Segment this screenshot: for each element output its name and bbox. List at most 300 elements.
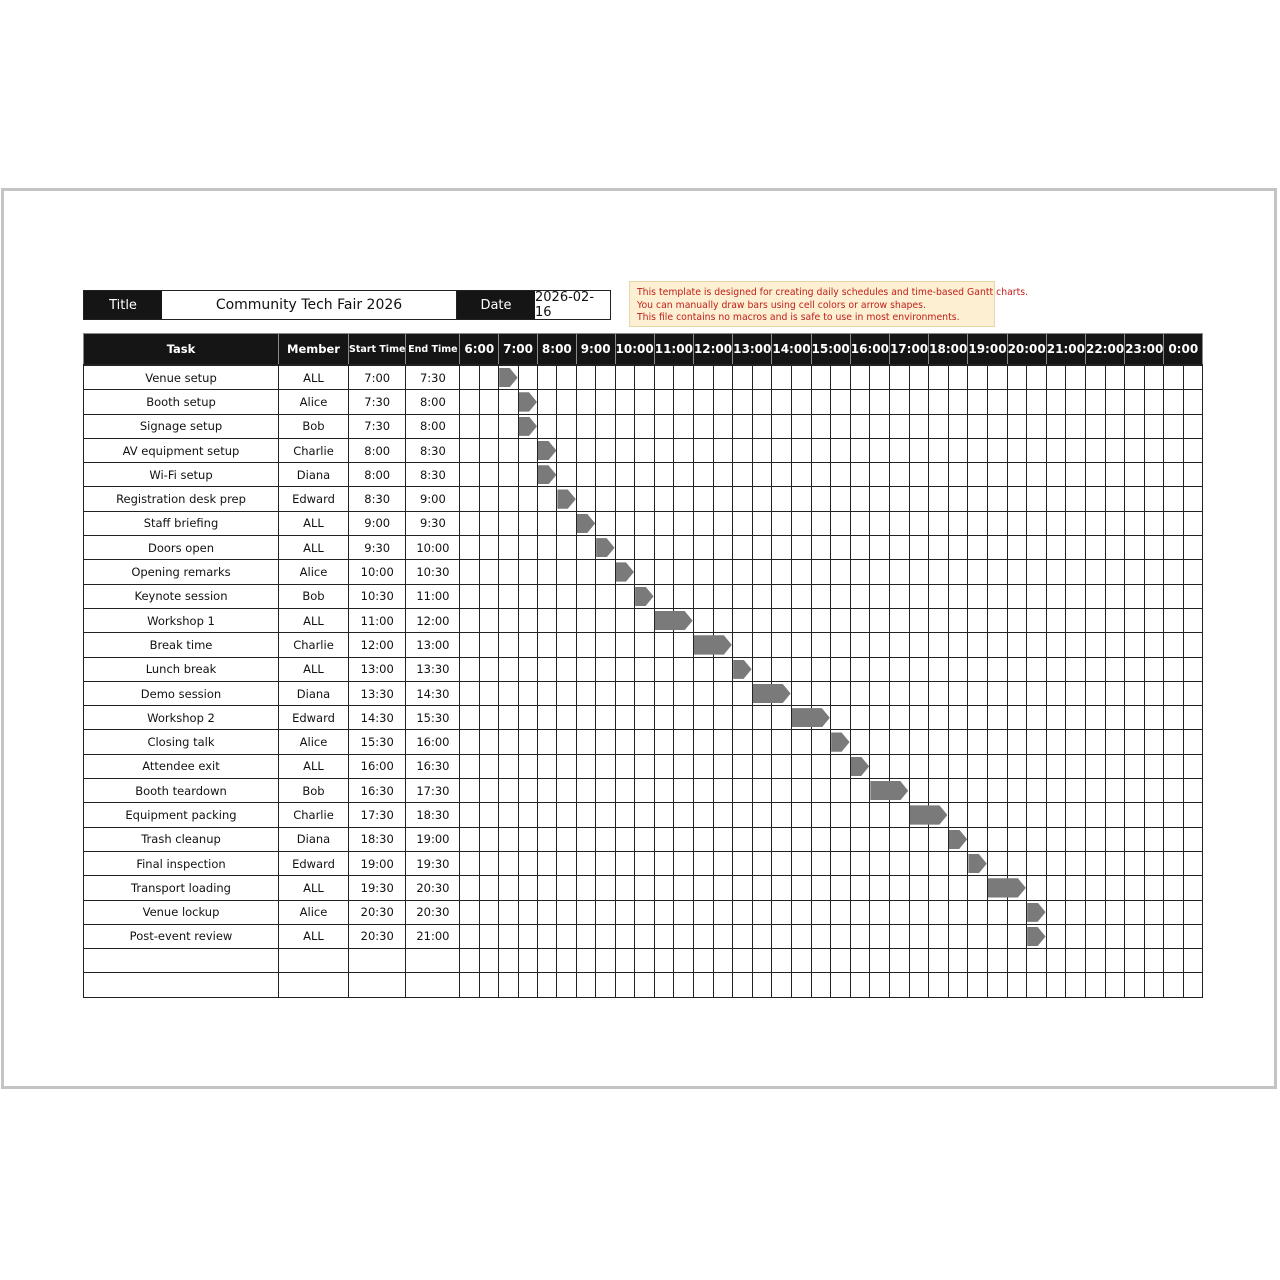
time-cell[interactable]	[811, 851, 831, 875]
time-cell[interactable]	[1085, 803, 1105, 827]
time-cell[interactable]	[987, 827, 1007, 851]
time-cell[interactable]	[557, 681, 576, 705]
time-cell[interactable]	[693, 851, 713, 875]
time-cell[interactable]	[1046, 463, 1066, 487]
time-cell[interactable]	[752, 438, 772, 462]
time-cell[interactable]	[1085, 876, 1105, 900]
time-cell[interactable]	[635, 657, 655, 681]
time-cell[interactable]	[713, 681, 733, 705]
time-cell[interactable]	[831, 924, 851, 948]
time-cell[interactable]	[460, 730, 479, 754]
time-cell[interactable]	[654, 365, 674, 390]
time-cell[interactable]	[1046, 803, 1066, 827]
time-cell[interactable]	[811, 487, 831, 511]
time-cell[interactable]	[479, 657, 498, 681]
time-cell[interactable]	[987, 900, 1007, 924]
time-cell[interactable]	[596, 876, 615, 900]
cell-member[interactable]: Edward	[279, 851, 349, 875]
time-cell[interactable]	[1144, 973, 1164, 997]
gantt-bar-arrow[interactable]	[831, 732, 849, 751]
time-cell[interactable]	[1183, 803, 1202, 827]
time-cell[interactable]	[1164, 876, 1183, 900]
time-cell[interactable]	[1144, 851, 1164, 875]
time-cell[interactable]	[968, 730, 988, 754]
time-cell[interactable]	[1046, 390, 1066, 414]
time-cell[interactable]	[1125, 414, 1145, 438]
time-cell[interactable]	[752, 414, 772, 438]
time-cell[interactable]	[537, 390, 556, 414]
time-cell[interactable]	[537, 414, 556, 438]
time-cell[interactable]	[870, 851, 890, 875]
time-cell[interactable]	[1183, 487, 1202, 511]
time-cell[interactable]	[499, 438, 518, 462]
time-cell[interactable]	[1046, 754, 1066, 778]
time-cell[interactable]	[1183, 584, 1202, 608]
time-cell[interactable]	[1085, 365, 1105, 390]
cell-start[interactable]: 20:30	[349, 900, 406, 924]
time-cell[interactable]	[1183, 900, 1202, 924]
time-cell[interactable]	[1066, 608, 1086, 632]
gantt-bar-arrow[interactable]	[519, 392, 537, 411]
time-cell[interactable]	[1183, 681, 1202, 705]
time-cell[interactable]	[1105, 876, 1125, 900]
time-cell[interactable]	[479, 900, 498, 924]
time-cell[interactable]	[674, 924, 694, 948]
time-cell[interactable]	[1183, 463, 1202, 487]
time-cell[interactable]	[987, 973, 1007, 997]
time-cell[interactable]	[693, 924, 713, 948]
cell-task[interactable]: Wi-Fi setup	[84, 463, 279, 487]
time-cell[interactable]	[693, 681, 713, 705]
time-cell[interactable]	[831, 608, 851, 632]
time-cell[interactable]	[752, 633, 772, 657]
time-cell[interactable]	[752, 560, 772, 584]
time-cell[interactable]	[713, 827, 733, 851]
time-cell[interactable]	[831, 487, 851, 511]
time-cell[interactable]	[615, 730, 635, 754]
time-cell[interactable]	[518, 633, 537, 657]
gantt-bar-arrow[interactable]	[910, 805, 948, 824]
time-cell[interactable]	[772, 657, 792, 681]
time-cell[interactable]	[791, 900, 811, 924]
time-cell[interactable]	[1164, 463, 1183, 487]
time-cell[interactable]	[1046, 779, 1066, 803]
time-cell[interactable]	[518, 536, 537, 560]
time-cell[interactable]	[1007, 365, 1027, 390]
time-cell[interactable]	[499, 633, 518, 657]
time-cell[interactable]	[1027, 900, 1047, 924]
time-cell[interactable]	[968, 463, 988, 487]
time-cell[interactable]	[557, 657, 576, 681]
time-cell[interactable]	[518, 511, 537, 535]
time-cell[interactable]	[1125, 900, 1145, 924]
time-cell[interactable]	[968, 511, 988, 535]
time-cell[interactable]	[791, 876, 811, 900]
gantt-bar-arrow[interactable]	[753, 684, 791, 703]
time-cell[interactable]	[635, 803, 655, 827]
cell-start[interactable]: 16:30	[349, 779, 406, 803]
time-cell[interactable]	[576, 657, 595, 681]
time-cell[interactable]	[674, 560, 694, 584]
time-cell[interactable]	[1144, 681, 1164, 705]
cell-member[interactable]: Charlie	[279, 803, 349, 827]
time-cell[interactable]	[1125, 657, 1145, 681]
time-cell[interactable]	[1027, 657, 1047, 681]
time-cell[interactable]	[537, 633, 556, 657]
time-cell[interactable]	[752, 803, 772, 827]
time-cell[interactable]	[791, 803, 811, 827]
time-cell[interactable]	[576, 754, 595, 778]
time-cell[interactable]	[596, 487, 615, 511]
time-cell[interactable]	[929, 973, 949, 997]
time-cell[interactable]	[635, 608, 655, 632]
cell-end[interactable]: 19:00	[406, 827, 460, 851]
time-cell[interactable]	[752, 924, 772, 948]
time-cell[interactable]	[557, 365, 576, 390]
time-cell[interactable]	[1105, 536, 1125, 560]
time-cell[interactable]	[1125, 730, 1145, 754]
time-cell[interactable]	[537, 365, 556, 390]
time-cell[interactable]	[850, 803, 870, 827]
time-cell[interactable]	[674, 973, 694, 997]
cell-task[interactable]: Post-event review	[84, 924, 279, 948]
time-cell[interactable]	[889, 511, 909, 535]
time-cell[interactable]	[811, 584, 831, 608]
time-cell[interactable]	[518, 973, 537, 997]
time-cell[interactable]	[557, 730, 576, 754]
time-cell[interactable]	[1164, 365, 1183, 390]
gantt-bar-arrow[interactable]	[1027, 927, 1045, 946]
time-cell[interactable]	[1125, 463, 1145, 487]
cell-member[interactable]: Bob	[279, 779, 349, 803]
time-cell[interactable]	[615, 536, 635, 560]
time-cell[interactable]	[772, 463, 792, 487]
cell-member[interactable]	[279, 949, 349, 973]
gantt-bar-arrow[interactable]	[538, 441, 556, 460]
time-cell[interactable]	[831, 633, 851, 657]
time-cell[interactable]	[752, 584, 772, 608]
time-cell[interactable]	[635, 924, 655, 948]
time-cell[interactable]	[1046, 608, 1066, 632]
time-cell[interactable]	[752, 608, 772, 632]
time-cell[interactable]	[889, 608, 909, 632]
time-cell[interactable]	[518, 754, 537, 778]
time-cell[interactable]	[615, 414, 635, 438]
time-cell[interactable]	[713, 463, 733, 487]
time-cell[interactable]	[1027, 803, 1047, 827]
time-cell[interactable]	[1007, 487, 1027, 511]
time-cell[interactable]	[596, 365, 615, 390]
cell-member[interactable]: Alice	[279, 730, 349, 754]
time-cell[interactable]	[1066, 851, 1086, 875]
time-cell[interactable]	[870, 924, 890, 948]
time-cell[interactable]	[713, 390, 733, 414]
time-cell[interactable]	[752, 851, 772, 875]
time-cell[interactable]	[1105, 681, 1125, 705]
time-cell[interactable]	[929, 876, 949, 900]
time-cell[interactable]	[929, 390, 949, 414]
time-cell[interactable]	[968, 973, 988, 997]
gantt-bar-arrow[interactable]	[499, 368, 517, 387]
time-cell[interactable]	[1164, 560, 1183, 584]
time-cell[interactable]	[615, 900, 635, 924]
time-cell[interactable]	[1183, 730, 1202, 754]
time-cell[interactable]	[870, 827, 890, 851]
time-cell[interactable]	[479, 633, 498, 657]
time-cell[interactable]	[1144, 876, 1164, 900]
time-cell[interactable]	[635, 463, 655, 487]
cell-member[interactable]: Alice	[279, 390, 349, 414]
time-cell[interactable]	[772, 511, 792, 535]
time-cell[interactable]	[733, 876, 753, 900]
time-cell[interactable]	[499, 779, 518, 803]
time-cell[interactable]	[889, 876, 909, 900]
time-cell[interactable]	[674, 779, 694, 803]
cell-member[interactable]: Charlie	[279, 438, 349, 462]
time-cell[interactable]	[1105, 463, 1125, 487]
cell-start[interactable]: 10:30	[349, 584, 406, 608]
time-cell[interactable]	[909, 463, 929, 487]
time-cell[interactable]	[968, 779, 988, 803]
time-cell[interactable]	[1105, 949, 1125, 973]
cell-end[interactable]: 8:30	[406, 438, 460, 462]
time-cell[interactable]	[909, 924, 929, 948]
time-cell[interactable]	[870, 487, 890, 511]
time-cell[interactable]	[752, 463, 772, 487]
time-cell[interactable]	[1144, 633, 1164, 657]
time-cell[interactable]	[968, 681, 988, 705]
time-cell[interactable]	[870, 414, 890, 438]
cell-member[interactable]: ALL	[279, 608, 349, 632]
time-cell[interactable]	[1066, 706, 1086, 730]
time-cell[interactable]	[460, 657, 479, 681]
time-cell[interactable]	[499, 924, 518, 948]
time-cell[interactable]	[615, 657, 635, 681]
time-cell[interactable]	[460, 851, 479, 875]
time-cell[interactable]	[889, 560, 909, 584]
time-cell[interactable]	[557, 900, 576, 924]
time-cell[interactable]	[811, 924, 831, 948]
time-cell[interactable]	[1164, 681, 1183, 705]
cell-end[interactable]: 9:30	[406, 511, 460, 535]
time-cell[interactable]	[713, 511, 733, 535]
cell-end[interactable]: 10:00	[406, 536, 460, 560]
time-cell[interactable]	[499, 681, 518, 705]
time-cell[interactable]	[693, 973, 713, 997]
cell-end[interactable]: 15:30	[406, 706, 460, 730]
time-cell[interactable]	[460, 560, 479, 584]
time-cell[interactable]	[1183, 949, 1202, 973]
time-cell[interactable]	[811, 560, 831, 584]
time-cell[interactable]	[850, 584, 870, 608]
time-cell[interactable]	[479, 754, 498, 778]
time-cell[interactable]	[596, 414, 615, 438]
time-cell[interactable]	[733, 706, 753, 730]
time-cell[interactable]	[850, 706, 870, 730]
time-cell[interactable]	[870, 511, 890, 535]
time-cell[interactable]	[1144, 487, 1164, 511]
time-cell[interactable]	[1027, 973, 1047, 997]
time-cell[interactable]	[733, 463, 753, 487]
cell-member[interactable]: Edward	[279, 487, 349, 511]
time-cell[interactable]	[948, 438, 968, 462]
time-cell[interactable]	[1164, 438, 1183, 462]
time-cell[interactable]	[1164, 973, 1183, 997]
time-cell[interactable]	[1066, 536, 1086, 560]
time-cell[interactable]	[693, 900, 713, 924]
time-cell[interactable]	[752, 973, 772, 997]
time-cell[interactable]	[654, 633, 674, 657]
cell-member[interactable]: ALL	[279, 876, 349, 900]
gantt-bar-arrow[interactable]	[577, 514, 595, 533]
cell-member[interactable]: Diana	[279, 827, 349, 851]
time-cell[interactable]	[909, 584, 929, 608]
time-cell[interactable]	[693, 803, 713, 827]
time-cell[interactable]	[576, 973, 595, 997]
time-cell[interactable]	[635, 681, 655, 705]
time-cell[interactable]	[1007, 463, 1027, 487]
time-cell[interactable]	[831, 584, 851, 608]
time-cell[interactable]	[987, 851, 1007, 875]
time-cell[interactable]	[909, 681, 929, 705]
time-cell[interactable]	[499, 511, 518, 535]
cell-end[interactable]: 10:30	[406, 560, 460, 584]
time-cell[interactable]	[596, 900, 615, 924]
time-cell[interactable]	[968, 754, 988, 778]
time-cell[interactable]	[889, 633, 909, 657]
time-cell[interactable]	[909, 390, 929, 414]
time-cell[interactable]	[537, 803, 556, 827]
time-cell[interactable]	[1066, 876, 1086, 900]
time-cell[interactable]	[693, 876, 713, 900]
time-cell[interactable]	[713, 706, 733, 730]
time-cell[interactable]	[635, 827, 655, 851]
time-cell[interactable]	[870, 463, 890, 487]
time-cell[interactable]	[811, 536, 831, 560]
time-cell[interactable]	[713, 754, 733, 778]
time-cell[interactable]	[772, 730, 792, 754]
time-cell[interactable]	[674, 876, 694, 900]
time-cell[interactable]	[596, 608, 615, 632]
time-cell[interactable]	[1066, 754, 1086, 778]
time-cell[interactable]	[635, 633, 655, 657]
time-cell[interactable]	[1007, 633, 1027, 657]
time-cell[interactable]	[733, 657, 753, 681]
time-cell[interactable]	[537, 438, 556, 462]
time-cell[interactable]	[889, 681, 909, 705]
time-cell[interactable]	[889, 706, 909, 730]
time-cell[interactable]	[1066, 390, 1086, 414]
time-cell[interactable]	[693, 438, 713, 462]
time-cell[interactable]	[733, 827, 753, 851]
time-cell[interactable]	[1144, 560, 1164, 584]
time-cell[interactable]	[1144, 706, 1164, 730]
time-cell[interactable]	[948, 900, 968, 924]
time-cell[interactable]	[654, 876, 674, 900]
time-cell[interactable]	[693, 779, 713, 803]
cell-task[interactable]: Transport loading	[84, 876, 279, 900]
time-cell[interactable]	[1046, 827, 1066, 851]
time-cell[interactable]	[615, 706, 635, 730]
time-cell[interactable]	[948, 803, 968, 827]
title-field[interactable]: Community Tech Fair 2026	[162, 291, 457, 319]
time-cell[interactable]	[889, 536, 909, 560]
cell-task[interactable]: Equipment packing	[84, 803, 279, 827]
gantt-bar-arrow[interactable]	[968, 854, 986, 873]
time-cell[interactable]	[518, 681, 537, 705]
time-cell[interactable]	[518, 438, 537, 462]
time-cell[interactable]	[1183, 973, 1202, 997]
time-cell[interactable]	[1144, 924, 1164, 948]
time-cell[interactable]	[772, 633, 792, 657]
time-cell[interactable]	[499, 973, 518, 997]
time-cell[interactable]	[811, 876, 831, 900]
time-cell[interactable]	[948, 706, 968, 730]
time-cell[interactable]	[1164, 657, 1183, 681]
cell-task[interactable]: Attendee exit	[84, 754, 279, 778]
cell-start[interactable]: 16:00	[349, 754, 406, 778]
time-cell[interactable]	[909, 608, 929, 632]
cell-start[interactable]: 7:30	[349, 414, 406, 438]
time-cell[interactable]	[518, 851, 537, 875]
time-cell[interactable]	[479, 390, 498, 414]
time-cell[interactable]	[850, 681, 870, 705]
time-cell[interactable]	[831, 973, 851, 997]
time-cell[interactable]	[1105, 730, 1125, 754]
time-cell[interactable]	[479, 706, 498, 730]
time-cell[interactable]	[811, 438, 831, 462]
time-cell[interactable]	[831, 414, 851, 438]
time-cell[interactable]	[479, 779, 498, 803]
time-cell[interactable]	[791, 754, 811, 778]
time-cell[interactable]	[968, 876, 988, 900]
time-cell[interactable]	[713, 900, 733, 924]
time-cell[interactable]	[1007, 657, 1027, 681]
time-cell[interactable]	[713, 608, 733, 632]
time-cell[interactable]	[909, 827, 929, 851]
time-cell[interactable]	[460, 949, 479, 973]
time-cell[interactable]	[576, 681, 595, 705]
time-cell[interactable]	[1164, 827, 1183, 851]
time-cell[interactable]	[479, 536, 498, 560]
time-cell[interactable]	[1105, 851, 1125, 875]
time-cell[interactable]	[909, 949, 929, 973]
time-cell[interactable]	[811, 463, 831, 487]
time-cell[interactable]	[948, 633, 968, 657]
time-cell[interactable]	[1105, 803, 1125, 827]
cell-start[interactable]: 12:00	[349, 633, 406, 657]
time-cell[interactable]	[654, 973, 674, 997]
cell-member[interactable]: Diana	[279, 463, 349, 487]
time-cell[interactable]	[615, 803, 635, 827]
cell-task[interactable]: Opening remarks	[84, 560, 279, 584]
date-field[interactable]: 2026-02-16	[535, 291, 610, 319]
time-cell[interactable]	[460, 511, 479, 535]
time-cell[interactable]	[1027, 560, 1047, 584]
cell-member[interactable]: Alice	[279, 560, 349, 584]
time-cell[interactable]	[537, 730, 556, 754]
time-cell[interactable]	[576, 487, 595, 511]
time-cell[interactable]	[615, 633, 635, 657]
cell-end[interactable]: 13:00	[406, 633, 460, 657]
time-cell[interactable]	[1046, 438, 1066, 462]
time-cell[interactable]	[576, 438, 595, 462]
time-cell[interactable]	[1066, 438, 1086, 462]
time-cell[interactable]	[831, 560, 851, 584]
time-cell[interactable]	[537, 608, 556, 632]
time-cell[interactable]	[772, 438, 792, 462]
time-cell[interactable]	[518, 949, 537, 973]
